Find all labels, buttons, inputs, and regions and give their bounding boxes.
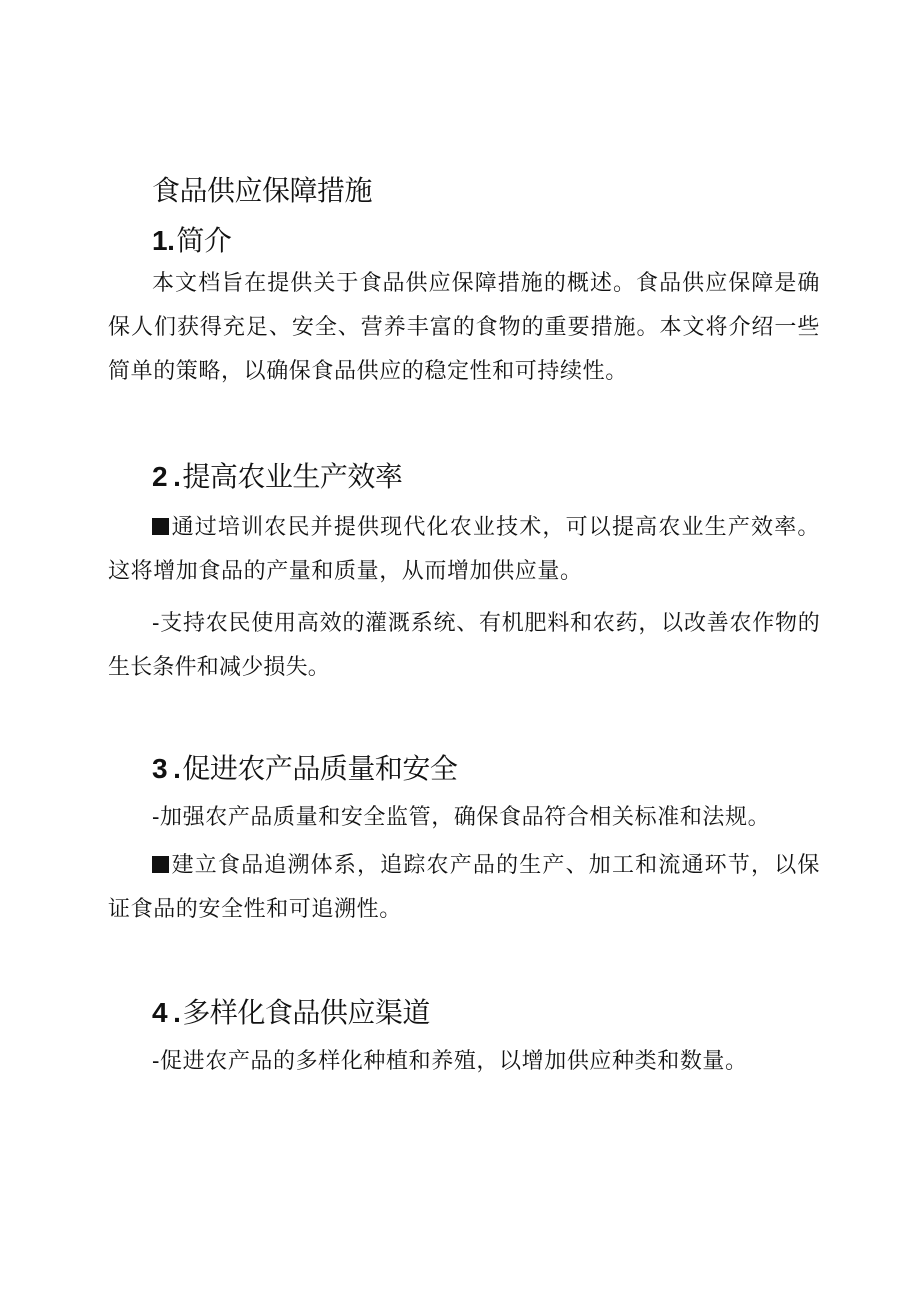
section-paragraph: -支持农民使用高效的灌溉系统、有机肥料和农药，以改善农作物的生长条件和减少损失。	[108, 611, 820, 680]
section-number: 4	[152, 997, 168, 1028]
square-bullet-icon	[152, 518, 169, 535]
section-paragraph: -促进农产品的多样化种植和养殖，以增加供应种类和数量。	[152, 1049, 748, 1074]
section-heading-text: 促进农产品质量和安全	[182, 752, 458, 785]
paragraph-text: 建立食品追溯体系，追踪农产品的生产、加工和流通环节，以保证食品的安全性和可追溯性。	[108, 853, 820, 922]
section-dot: .	[167, 225, 175, 256]
section-dot: .	[173, 997, 181, 1028]
section-heading-text: 提高农业生产效率	[182, 460, 403, 493]
section-heading-channels	[152, 994, 430, 1032]
paragraph-text: 通过培训农民并提供现代化农业技术，可以提高农业生产效率。这将增加食品的产量和质量，从而增加供应量。	[108, 515, 820, 584]
section-paragraph	[108, 844, 820, 932]
section-heading-quality	[152, 750, 457, 788]
section-heading-text: 简介	[176, 224, 232, 257]
section-dot: .	[173, 753, 181, 784]
section-number: 1	[152, 225, 168, 256]
section-number: 2	[152, 461, 168, 492]
section-paragraph: 本文档旨在提供关于食品供应保障措施的概述。食品供应保障是确保人们获得充足、安全、营养丰富的食物的重要措施。本文将介绍一些简单的策略，以确保食品供应的稳定性和可持续性。	[108, 271, 820, 384]
section-heading-efficiency	[152, 458, 402, 496]
section-paragraph	[108, 506, 820, 594]
section-dot: .	[173, 461, 181, 492]
section-paragraph: -加强农产品质量和安全监管，确保食品符合相关标准和法规。	[152, 805, 771, 830]
section-heading-text: 多样化食品供应渠道	[182, 996, 430, 1029]
square-bullet-icon	[152, 856, 169, 873]
section-number: 3	[152, 753, 168, 784]
section-heading-intro	[152, 222, 231, 260]
document-title: 食品供应保障措施	[152, 174, 373, 207]
